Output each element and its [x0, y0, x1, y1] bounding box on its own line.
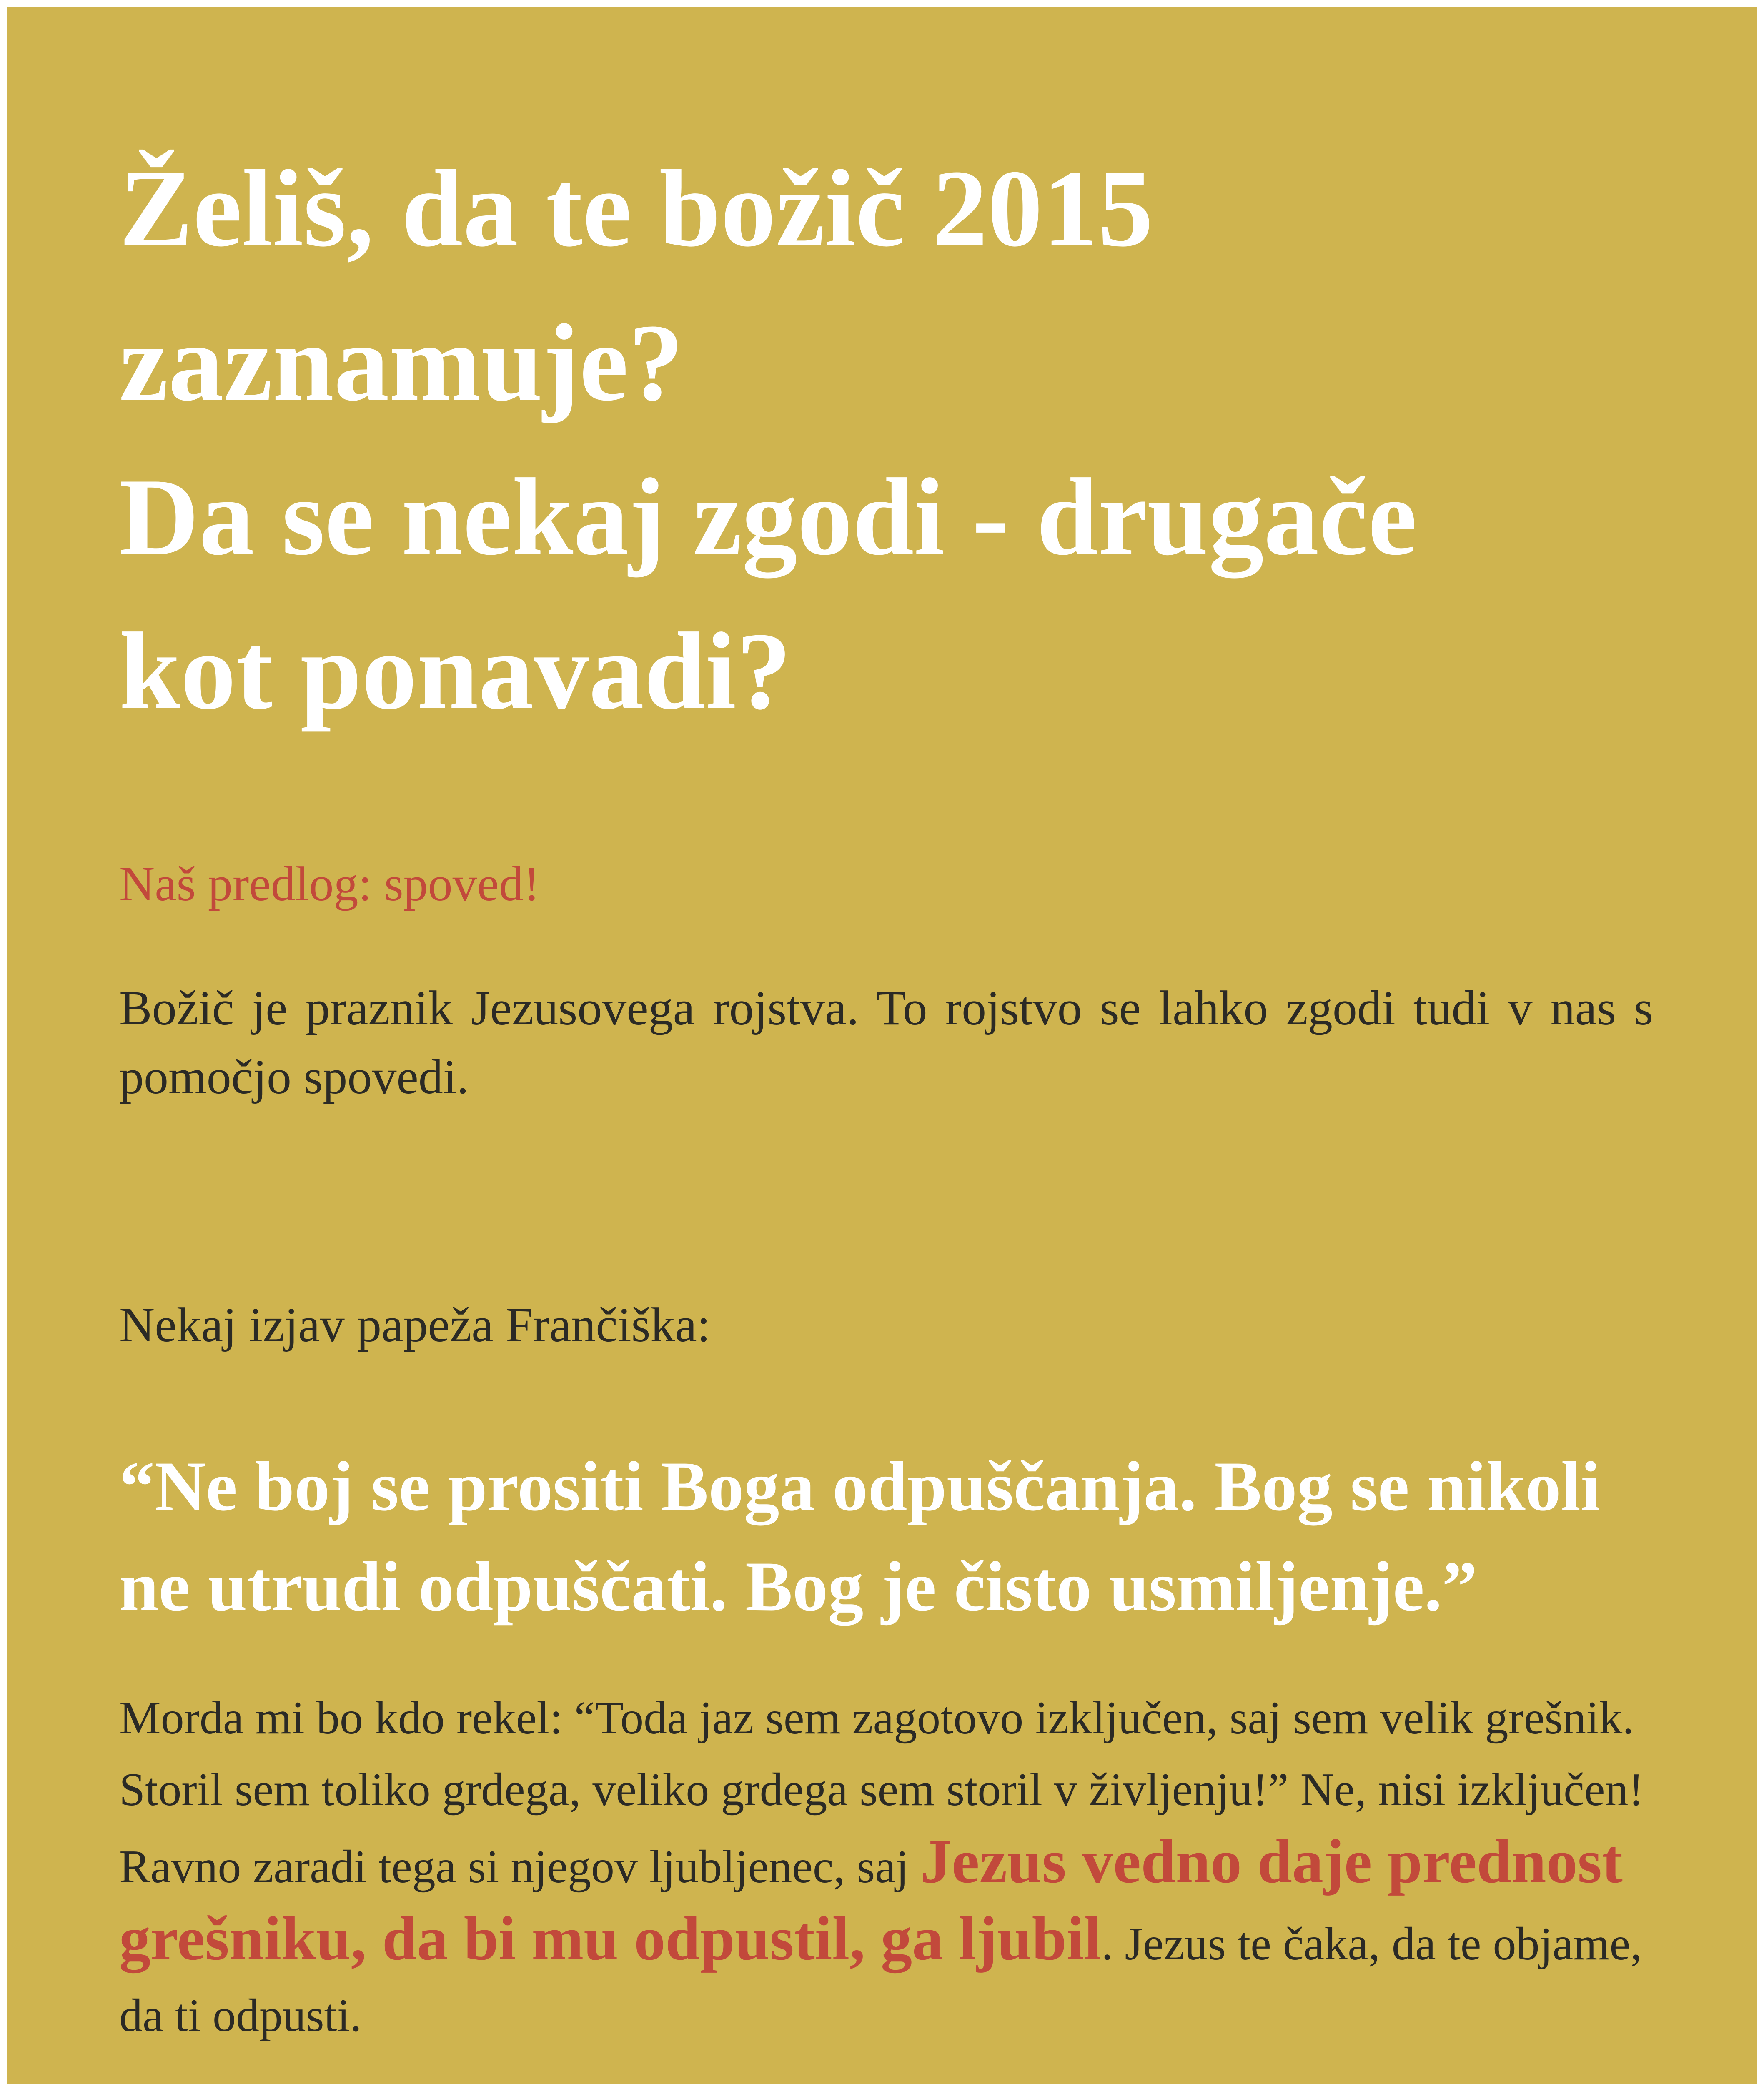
highlight-text-2: grešniku, da bi mu odpustil, ga ljubil — [119, 1904, 1102, 1973]
paragraph-line-2: Storil sem toliko grdega, veliko grdega sem storil v življenju!” Ne, nisi izključen! — [119, 1764, 1644, 1816]
pope-quote-1 — [119, 1436, 1653, 1636]
pope-intro: Nekaj izjav papeža Frančiška: — [119, 1297, 711, 1352]
highlight-text-1: Jezus vedno daje prednost — [920, 1827, 1623, 1896]
pope-quote-1-line-2: ne utrudi odpuščati. Bog je čisto usmiljenje.” — [119, 1547, 1478, 1626]
paragraph-line-4 — [119, 1903, 1653, 1980]
flyer-page — [7, 7, 1757, 2084]
pope-quote-1-line-1: “Ne boj se prositi Boga odpuščanja. Bog se nikoli — [119, 1447, 1601, 1525]
intro-paragraph: Božič je praznik Jezusovega rojstva. To rojstvo se lahko zgodi tudi v nas s pomočjo spovedi. — [119, 981, 1653, 1104]
main-paragraph — [119, 1682, 1653, 2051]
headline-line-1: Želiš, da te božič 2015 — [119, 148, 1153, 270]
paragraph-line-1: Morda mi bo kdo rekel: “Toda jaz sem zagotovo izključen, saj sem velik grešnik. — [119, 1692, 1634, 1744]
headline-line-3: Da se nekaj zgodi - drugače — [119, 456, 1417, 578]
headline-line-2: zaznamuje? — [119, 302, 684, 424]
paragraph-line-3 — [119, 1826, 1653, 1903]
headline — [119, 132, 1653, 749]
paragraph-line-3-text: Ravno zaradi tega si njegov ljubljenec, saj — [119, 1841, 921, 1893]
suggestion-text: Naš predlog: spoved! — [119, 857, 540, 911]
paragraph-line-4-text: . Jezus te čaka, da te objame, — [1101, 1918, 1642, 1970]
headline-line-4: kot ponavadi? — [119, 610, 792, 732]
paragraph-line-5: da ti odpusti. — [119, 1990, 362, 2041]
